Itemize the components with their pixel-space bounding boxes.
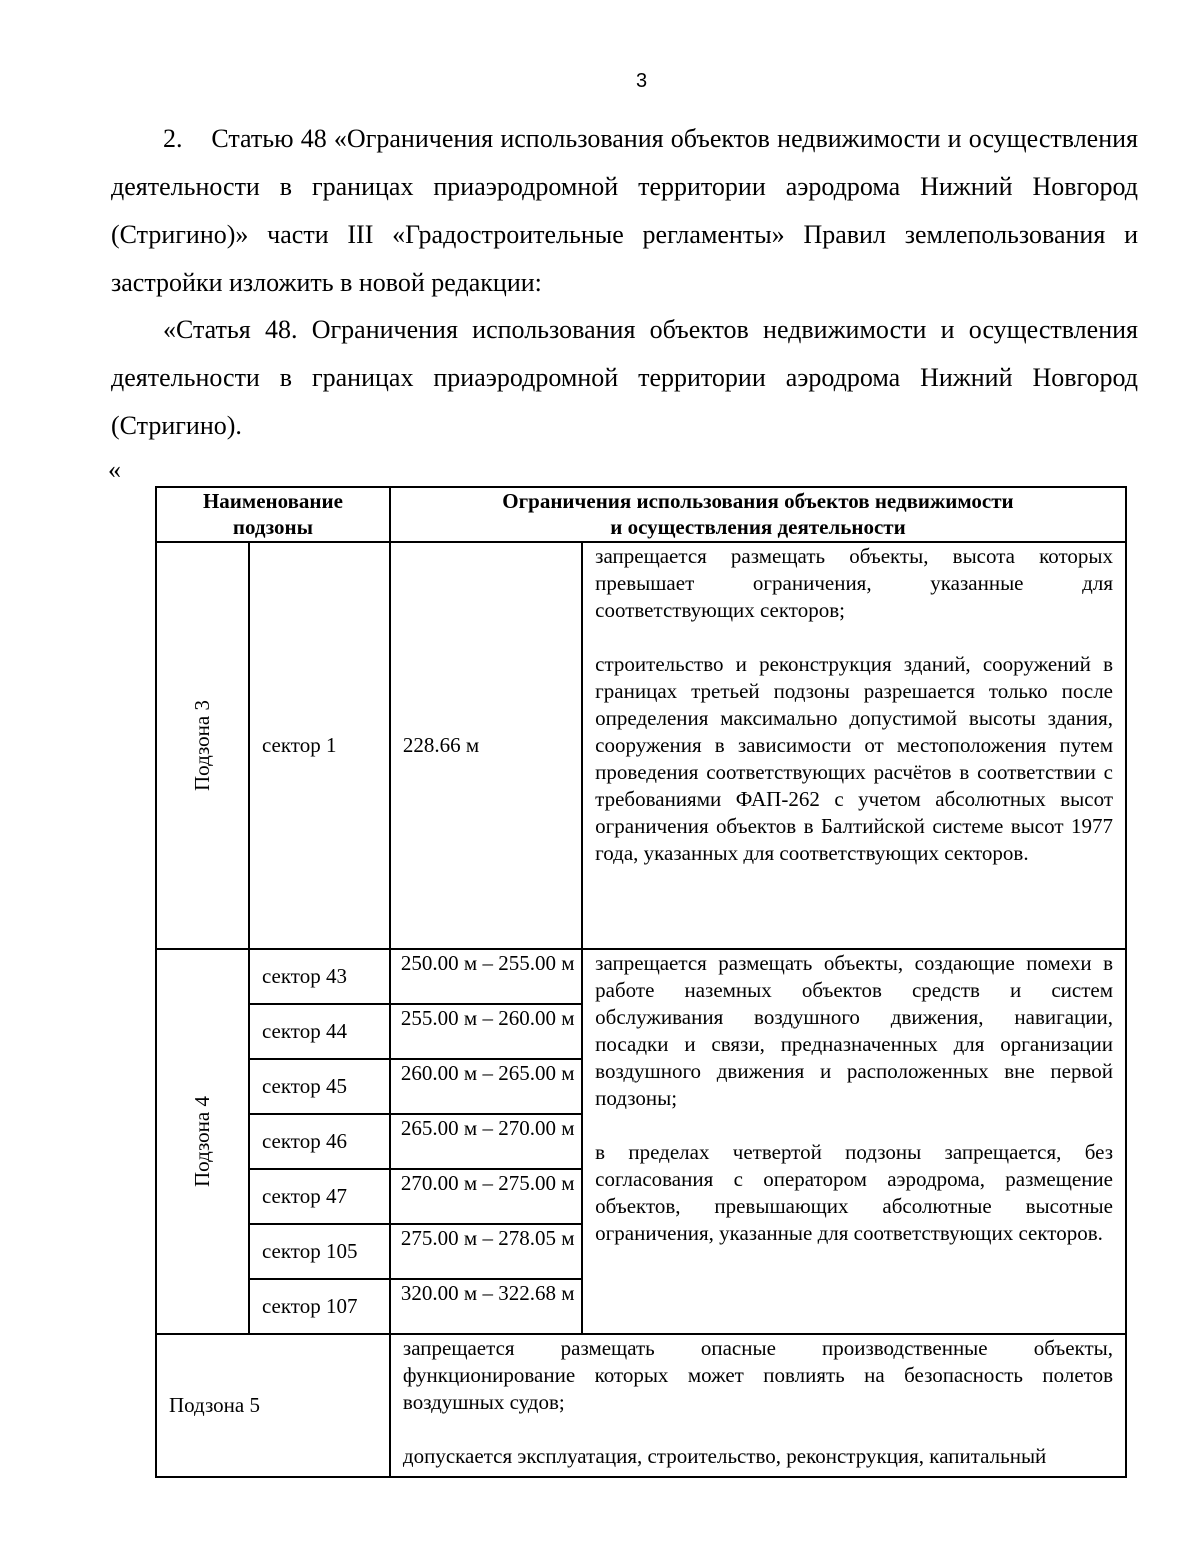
- article-title-paragraph: «Статья 48. Ограничения использования объектов недвижимости и осуществления деятельности в границах приаэродромной территории аэродрома Нижний Новгород (Стригино).: [111, 315, 1138, 440]
- zone4-range: 255.00 м – 260.00 м: [390, 1004, 582, 1059]
- header-restrictions-line1: Ограничения использования объектов недвижимости: [502, 489, 1014, 513]
- zone4-range: 265.00 м – 270.00 м: [390, 1114, 582, 1169]
- zone4-sector: сектор 44: [249, 1004, 390, 1059]
- zone4-range: 270.00 м – 275.00 м: [390, 1169, 582, 1224]
- zone4-name: [156, 949, 249, 1334]
- zone4-range: 250.00 м – 255.00 м: [390, 949, 582, 1004]
- page-number: 3: [635, 70, 648, 92]
- zone4-restrictions: [582, 949, 1126, 1334]
- zone5-name: Подзона 5: [156, 1334, 390, 1477]
- zone3-label: Подзона 3: [189, 700, 214, 791]
- zone4-range: 275.00 м – 278.05 м: [390, 1224, 582, 1279]
- zone3-text2: строительство и реконструкция зданий, сооружений в границах третьей подзоны разрешается только после определения максимально допустимой высоты здания, сооружения в зависимости от местоположения путем проведения соответствующих расчётов в соответствии с требованиями ФАП-262 с учетом абсолютных высот ограничения объектов в Балтийской системе высот 1977 года, указанных для соответствующих секторов.: [595, 652, 1113, 865]
- header-restrictions-line2: и осуществления деятельности: [610, 515, 906, 539]
- zone4-range: 260.00 м – 265.00 м: [390, 1059, 582, 1114]
- table-header-row: [156, 487, 1126, 542]
- zone5-row: [156, 1334, 1126, 1477]
- zone3-text1: запрещается размещать объекты, высота которых превышает ограничения, указанные для соответствующих секторов;: [595, 544, 1113, 622]
- zone4-text2: в пределах четвертой подзоны запрещается, без согласования с оператором аэродрома, размещение объектов, превышающих абсолютные высотные ограничения, указанные для соответствующих секторов.: [595, 1140, 1113, 1245]
- zone3-sector: сектор 1: [249, 542, 390, 949]
- zone4-sector: сектор 47: [249, 1169, 390, 1224]
- zone4-sector: сектор 46: [249, 1114, 390, 1169]
- restrictions-table: [155, 486, 1127, 1478]
- header-restrictions: [390, 487, 1126, 542]
- amendment-paragraph: 2. Статью 48 «Ограничения использования объектов недвижимости и осуществления деятельности в границах приаэродромной территории аэродрома Нижний Новгород (Стригино)» части III «Градостроительные регламенты» Правил землепользования и застройки изложить в новой редакции:: [111, 124, 1138, 297]
- zone3-height: 228.66 м: [390, 542, 582, 949]
- zone4-sector: сектор 107: [249, 1279, 390, 1334]
- zone4-sector: сектор 43: [249, 949, 390, 1004]
- zone4-row-1: [156, 949, 1126, 1004]
- zone3-name: [156, 542, 249, 949]
- zone4-label: Подзона 4: [189, 1096, 214, 1187]
- zone4-text1: запрещается размещать объекты, создающие помехи в работе наземных объектов средств и систем обслуживания воздушного движения, навигации, посадки и связи, предназначенных для организации воздушного движения и расположенных вне первой подзоны;: [595, 951, 1113, 1110]
- header-subzone-name: Наименование подзоны: [156, 487, 390, 542]
- zone4-sector: сектор 45: [249, 1059, 390, 1114]
- zone5-restrictions: [390, 1334, 1126, 1477]
- zone4-sector: сектор 105: [249, 1224, 390, 1279]
- zone5-text2: допускается эксплуатация, строительство, реконструкция, капитальный: [402, 1444, 1047, 1468]
- zone5-text1: запрещается размещать опасные производственные объекты, функционирование которых может повлиять на безопасность полетов воздушных судов;: [402, 1336, 1113, 1414]
- zone4-range: 320.00 м – 322.68 м: [390, 1279, 582, 1334]
- opening-quote: «: [108, 455, 121, 484]
- zone3-restrictions: [582, 542, 1126, 949]
- zone3-row: [156, 542, 1126, 949]
